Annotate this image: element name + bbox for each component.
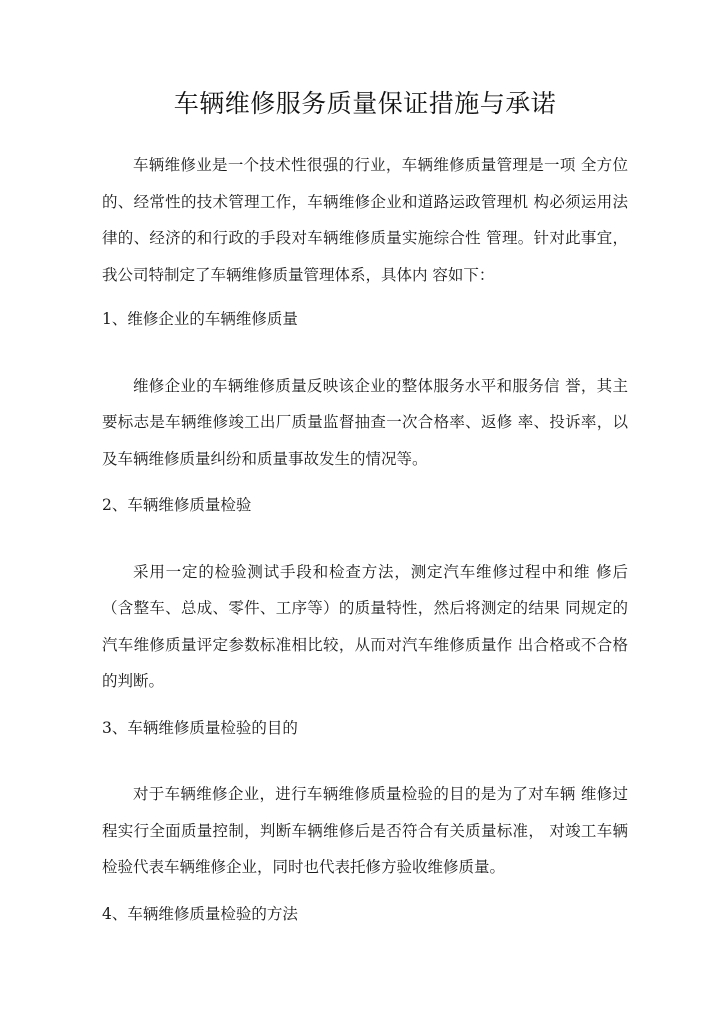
section-heading-4: 4、车辆维修质量检验的方法 <box>102 904 298 923</box>
section-heading-2: 2、车辆维修质量检验 <box>102 496 252 514</box>
section-heading-3: 3、车辆维修质量检验的目的 <box>102 718 298 737</box>
document-title: 车辆维修服务质量保证措施与承诺 <box>173 89 557 118</box>
section-body-2: 采用一定的检验测试手段和检查方法，测定汽车维修过程中和维 修后（含整车、总成、零件、工序等）的质量特性，然后将测定的结果 同规定的汽车维修质量评定参数标准相比较，从而对汽车维修质量作 出合格或不合格的判断。 <box>102 562 628 690</box>
section-heading-1: 1、维修企业的车辆维修质量 <box>102 310 298 328</box>
intro-paragraph: 车辆维修业是一个技术性很强的行业，车辆维修质量管理是一项 全方位的、经常性的技术管理工作，车辆维修企业和道路运政管理机 构必须运用法律的、经济的和行政的手段对车辆维修质量实施综合性 管理。针对此事宜，我公司特制定了车辆维修质量管理体系，具体内 容如下： <box>102 156 628 284</box>
section-body-3: 对于车辆维修企业，进行车辆维修质量检验的目的是为了对车辆 维修过程实行全面质量控制，判断车辆维修后是否符合有关质量标准， 对竣工车辆检验代表车辆维修企业，同时也代表托修方验收维修质量。 <box>102 785 628 876</box>
section-body-1: 维修企业的车辆维修质量反映该企业的整体服务水平和服务信 誉，其主要标志是车辆维修竣工出厂质量监督抽查一次合格率、返修 率、投诉率，以及车辆维修质量纠纷和质量事故发生的情况等。 <box>102 376 628 468</box>
